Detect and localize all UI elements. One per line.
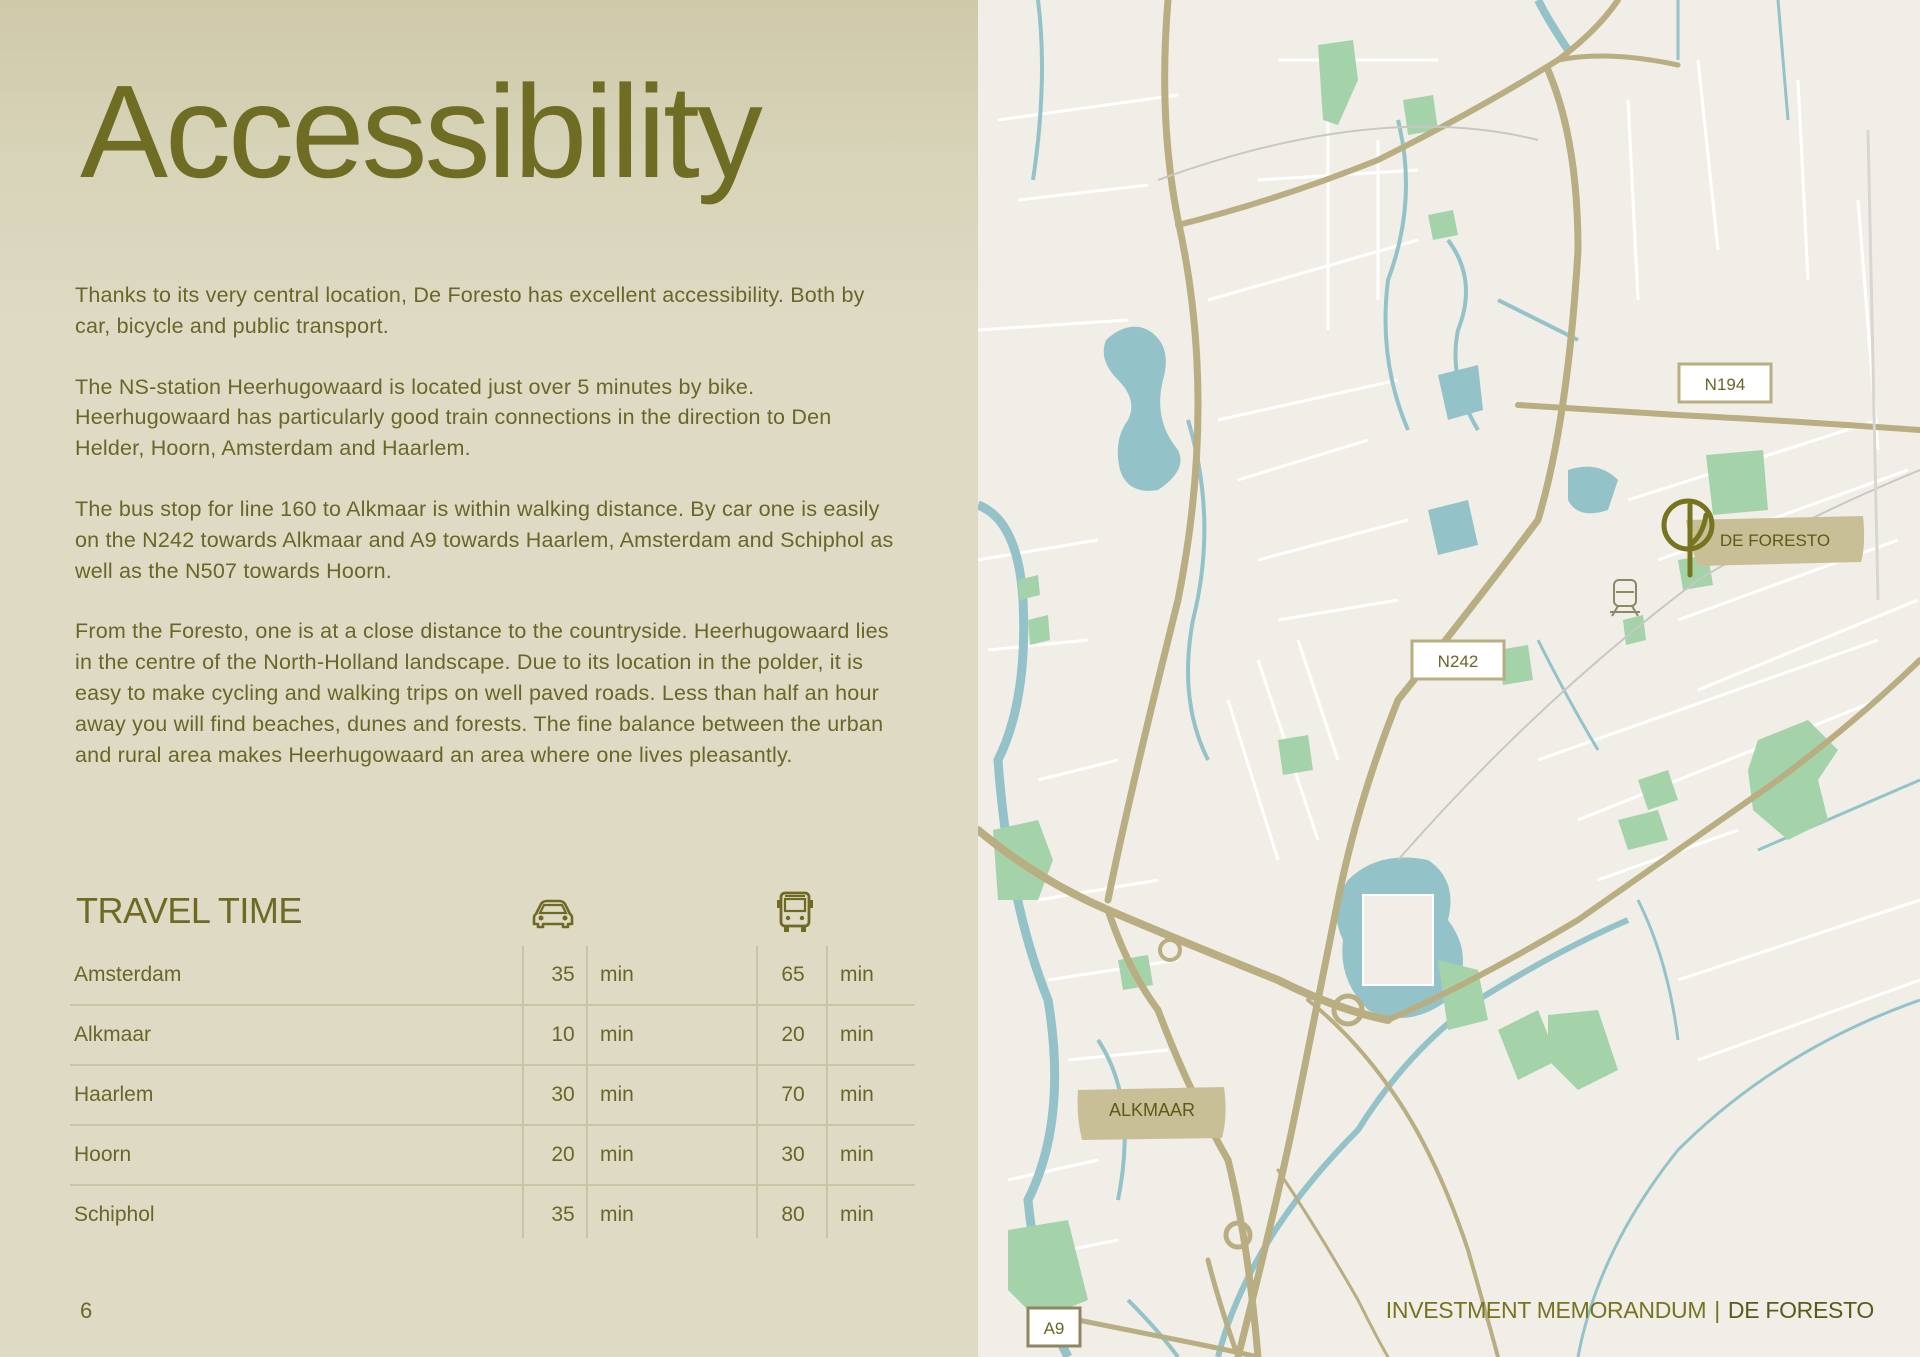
de-foresto-label: DE FORESTO <box>1719 531 1831 550</box>
paragraph-1: Thanks to its very central location, De Foresto has excellent accessibility. Both by car, bicycle and public transport. <box>75 283 865 338</box>
page-number: 6 <box>80 1298 93 1323</box>
location-map <box>978 0 1920 1357</box>
footer-project-name: DE FORESTO <box>1727 1297 1874 1323</box>
bus-unit-cell: min <box>840 1023 874 1046</box>
travel-time-table <box>70 946 915 1244</box>
page-title: Accessibility <box>80 58 760 205</box>
car-time-cell: 20 <box>551 1143 575 1166</box>
car-unit-cell: min <box>600 1143 634 1166</box>
table-divider <box>522 946 524 1238</box>
car-time-cell: 35 <box>551 1203 575 1226</box>
footer-document-name: INVESTMENT MEMORANDUM <box>1385 1297 1707 1323</box>
car-unit-cell: min <box>600 1083 634 1106</box>
footer <box>1386 1297 1874 1324</box>
island-block <box>1363 895 1433 985</box>
table-row <box>70 1126 915 1186</box>
table-divider <box>756 946 758 1238</box>
table-divider <box>826 946 828 1238</box>
paragraph-3: The bus stop for line 160 to Alkmaar is within walking distance. By car one is easily on the N242 towards Alkmaar and A9 towards Haarlem, Amsterdam and Schiphol as well as the N507 towards Hoorn. <box>75 496 894 583</box>
car-unit-cell: min <box>600 963 634 986</box>
car-time-cell: 10 <box>551 1023 575 1046</box>
intro-text <box>75 280 905 800</box>
paragraph-2: The NS-station Heerhugowaard is located just over 5 minutes by bike. Heerhugowaard has particularly good train connections in the direction to Den Helder, Hoorn, Amsterdam and Haarlem. <box>75 374 832 461</box>
car-unit-cell: min <box>600 1203 634 1226</box>
car-time-cell: 30 <box>551 1083 575 1106</box>
car-icon <box>532 896 574 930</box>
road-label-a9: A9 <box>1043 1319 1065 1338</box>
table-row <box>70 1066 915 1126</box>
bus-unit-cell: min <box>840 963 874 986</box>
table-row <box>70 1186 915 1244</box>
bus-time-cell: 80 <box>781 1203 805 1226</box>
table-row <box>70 1006 915 1066</box>
city-cell: Alkmaar <box>74 1023 152 1046</box>
bus-time-cell: 70 <box>781 1083 805 1106</box>
bus-time-cell: 30 <box>781 1143 805 1166</box>
city-cell: Amsterdam <box>74 963 182 986</box>
table-row <box>70 946 915 1006</box>
alkmaar-label: ALKMAAR <box>1108 1100 1196 1120</box>
bus-unit-cell: min <box>840 1083 874 1106</box>
bus-icon <box>775 890 815 934</box>
car-time-cell: 35 <box>551 963 575 986</box>
road-label-n242: N242 <box>1437 652 1479 671</box>
city-cell: Haarlem <box>74 1083 154 1106</box>
city-cell: Schiphol <box>74 1203 155 1226</box>
road-label-n194: N194 <box>1704 375 1746 394</box>
bus-unit-cell: min <box>840 1203 874 1226</box>
car-unit-cell: min <box>600 1023 634 1046</box>
paragraph-4: From the Foresto, one is at a close distance to the countryside. Heerhugowaard lies in the centre of the North-Holland landscape. Due to its location in the polder, it is easy to make cycling and walking trips on well paved roads. Less than half an hour away you will find beaches, dunes and forests. The fine balance between the urban and rural area makes Heerhugowaard an area where one lives pleasantly. <box>75 619 889 767</box>
travel-time-heading: TRAVEL TIME <box>76 890 302 931</box>
table-divider <box>586 946 588 1238</box>
bus-time-cell: 65 <box>781 963 805 986</box>
bus-time-cell: 20 <box>781 1023 805 1046</box>
city-cell: Hoorn <box>74 1143 132 1166</box>
footer-separator: | <box>1714 1297 1720 1323</box>
bus-unit-cell: min <box>840 1143 874 1166</box>
